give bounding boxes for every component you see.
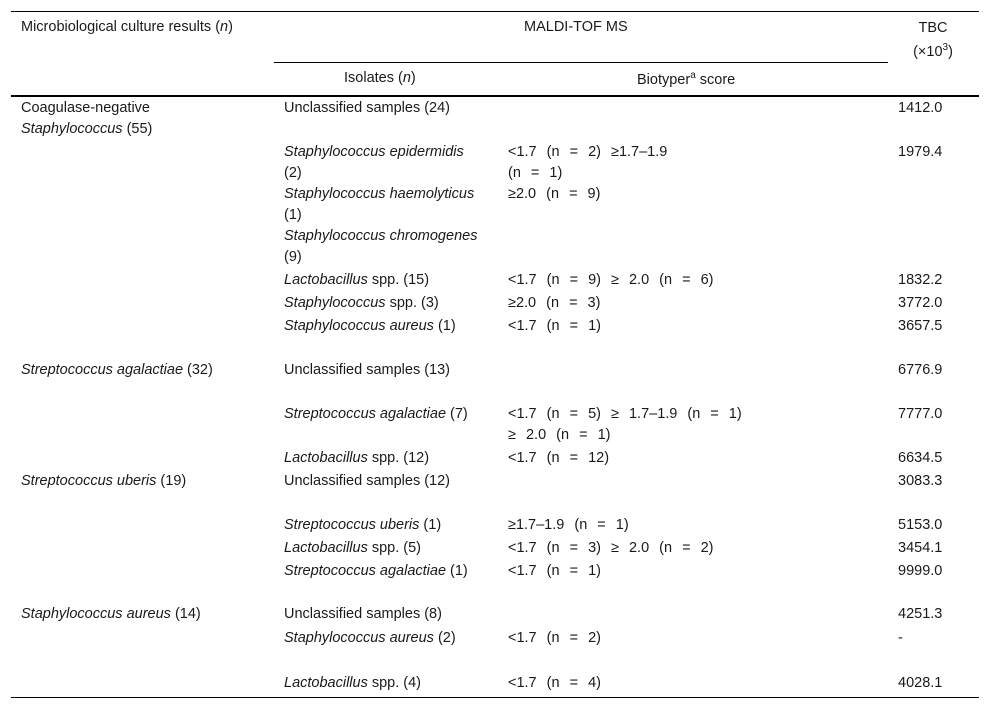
header-bottom-rule bbox=[11, 95, 979, 97]
tbc-value: 5153.0 bbox=[898, 517, 943, 533]
table-row: Lactobacillus spp. (4) bbox=[284, 675, 422, 691]
tbc-value: 6776.9 bbox=[898, 362, 943, 378]
tbc-value: 3657.5 bbox=[898, 318, 943, 334]
tbc-value: 1832.2 bbox=[898, 272, 943, 288]
table-row: Staphylococcus aureus (2) bbox=[284, 630, 456, 646]
header-maldi: MALDI-TOF MS bbox=[524, 19, 628, 35]
tbc-value: 3083.3 bbox=[898, 473, 943, 489]
group-label: Coagulase-negative Staphylococcus (55) bbox=[21, 100, 153, 137]
table-row: Staphylococcus epidermidis (2) bbox=[284, 144, 464, 181]
header-tbc: TBC $(\times 10^3)$ bbox=[913, 20, 953, 60]
table-row: Staphylococcus aureus (1) bbox=[284, 318, 456, 334]
tbc-value: 4028.1 bbox=[898, 675, 943, 691]
table-row: Streptococcus agalactiae (7) bbox=[284, 406, 468, 422]
tbc-value: 3772.0 bbox=[898, 295, 943, 311]
table-row: Staphylococcus spp. (3) bbox=[284, 295, 439, 311]
top-rule bbox=[11, 11, 979, 12]
table-row: Unclassified samples (24) bbox=[284, 100, 451, 116]
table-row: Streptococcus agalactiae (1) bbox=[284, 563, 468, 579]
group-label: Staphylococcus aureus (14) bbox=[21, 606, 201, 622]
tbc-value: - bbox=[898, 630, 903, 646]
score-value: <1.7 (n = 2) ≥1.7–1.9 (n = 1) bbox=[508, 144, 668, 181]
table-row: Lactobacillus spp. (5) bbox=[284, 540, 422, 556]
tbc-value: 6634.5 bbox=[898, 450, 943, 466]
maldi-subrule bbox=[274, 62, 888, 63]
bottom-rule bbox=[11, 697, 979, 698]
group-label: Streptococcus agalactiae (32) bbox=[21, 362, 213, 378]
tbc-value: 3454.1 bbox=[898, 540, 943, 556]
table-row: Unclassified samples (13) bbox=[284, 362, 451, 378]
score-value: <1.7 (n = 3) ≥ 2.0 (n = 2) bbox=[508, 540, 714, 556]
score-value: ≥1.7–1.9 (n = 1) bbox=[508, 517, 629, 533]
table-row: Streptococcus uberis (1) bbox=[284, 517, 442, 533]
tbc-value: 7777.0 bbox=[898, 406, 943, 422]
tbc-value: 4251.3 bbox=[898, 606, 943, 622]
header-culture-results: Microbiological culture results (n) bbox=[21, 19, 233, 35]
group-label: Streptococcus uberis (19) bbox=[21, 473, 187, 489]
table-row: Unclassified samples (12) bbox=[284, 473, 451, 489]
score-value: ≥2.0 (n = 3) bbox=[508, 295, 601, 311]
header-biotyper: Biotyper$^a$ score bbox=[637, 70, 736, 88]
score-value: <1.7 (n = 5) ≥ 1.7–1.9 (n = 1) ≥ 2.0 (n = 1) bbox=[508, 406, 742, 443]
table-row: Lactobacillus spp. (15) bbox=[284, 272, 430, 288]
table-row: Unclassified samples (8) bbox=[284, 606, 442, 622]
tbc-value: 9999.0 bbox=[898, 563, 943, 579]
score-value: <1.7 (n = 2) bbox=[508, 630, 601, 646]
score-value: <1.7 (n = 12) bbox=[508, 450, 610, 466]
tbc-value: 1979.4 bbox=[898, 144, 943, 160]
score-value: <1.7 (n = 4) bbox=[508, 675, 601, 691]
table-row: Staphylococcus haemolyticus (1) bbox=[284, 186, 475, 223]
header-isolates: Isolates (n) bbox=[344, 70, 416, 86]
table-row: Lactobacillus spp. (12) bbox=[284, 450, 430, 466]
score-value: ≥2.0 (n = 9) bbox=[508, 186, 601, 202]
score-value: <1.7 (n = 1) bbox=[508, 563, 601, 579]
tbc-value: 1412.0 bbox=[898, 100, 943, 116]
score-value: <1.7 (n = 9) ≥ 2.0 (n = 6) bbox=[508, 272, 714, 288]
score-value: <1.7 (n = 1) bbox=[508, 318, 601, 334]
table-row: Staphylococcus chromogenes (9) bbox=[284, 228, 478, 265]
